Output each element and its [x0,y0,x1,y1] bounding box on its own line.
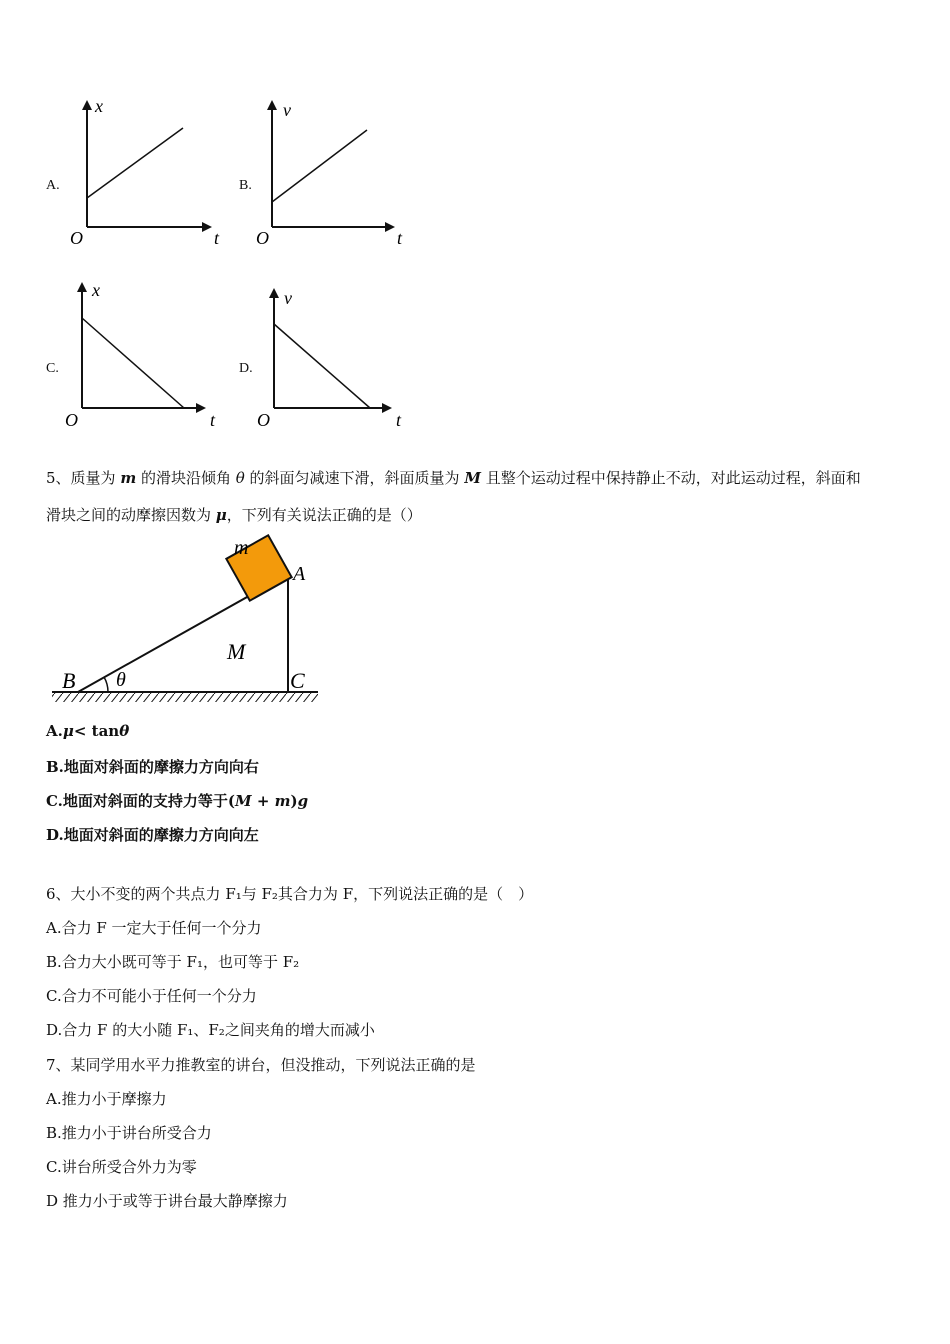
q5-var-mu: μ [215,506,227,524]
q5-var-mu: μ [62,722,74,740]
q5-var-theta: θ [119,722,130,740]
q5-var-m: m [120,469,137,487]
q7-option-b[interactable]: B.推力小于讲台所受合力 [46,1124,212,1142]
y-axis-label: v [283,100,291,120]
label-m: m [234,537,249,559]
graph-c [58,274,228,434]
q7-option-c[interactable]: C.讲台所受合外力为零 [46,1158,197,1176]
graph-line [274,324,370,408]
option-text: ) [290,792,298,810]
q5-var-M: M [235,792,252,810]
label-theta: θ [116,669,126,691]
q5-stem-line1 [46,467,861,488]
graph-a [62,92,232,252]
graph-line [82,318,184,408]
q7-stem: 7、某同学用水平力推教室的讲台，但没推动，下列说法正确的是 [46,1056,476,1074]
label-A: A [293,563,306,585]
q5-text: 的斜面匀减速下滑，斜面质量为 [244,469,465,487]
angle-arc [104,677,108,692]
y-axis-label: x [95,96,103,116]
graph-b [247,92,417,252]
q6-option-d[interactable]: D.合力 F 的大小随 F₁、F₂之间夹角的增大而减小 [46,1021,375,1039]
incline-figure [46,534,326,709]
q7-option-d[interactable]: D 推力小于或等于讲台最大静摩擦力 [46,1192,288,1210]
q5-var-g: g [297,792,309,810]
graph-d-label: D. [239,361,253,376]
q5-text: 的滑块沿倾角 [136,469,236,487]
q6-stem: 6、大小不变的两个共点力 F₁与 F₂其合力为 F，下列说法正确的是（ ） [46,885,534,903]
option-text: C.地面对斜面的支持力等于( [46,792,235,810]
q7-option-a[interactable]: A.推力小于摩擦力 [46,1090,167,1108]
option-text: A. [46,722,63,740]
x-axis-label: t [396,410,402,430]
origin-label: O [257,410,270,430]
graph-c-label: C. [46,361,59,376]
q5-stem-line2 [46,504,422,525]
origin-label: O [70,228,83,248]
q6-option-c[interactable]: C.合力不可能小于任何一个分力 [46,987,257,1005]
label-M: M [227,639,246,664]
q5-var-theta: θ [235,469,245,487]
option-text: + [251,792,275,810]
graph-a-label: A. [46,178,60,193]
option-text: < tan [73,722,120,740]
graph-line [87,128,183,198]
x-axis-label: t [214,228,220,248]
ground-hatching [52,693,318,702]
q6-option-b[interactable]: B.合力大小既可等于 F₁，也可等于 F₂ [46,953,300,971]
y-axis-label: x [92,280,100,300]
q6-option-a[interactable]: A.合力 F 一定大于任何一个分力 [46,919,262,937]
graph-b-label: B. [239,178,252,193]
x-axis-label: t [397,228,403,248]
q5-option-a[interactable] [46,722,129,740]
graph-line [272,130,367,202]
origin-label: O [65,410,78,430]
q5-option-c[interactable] [46,790,308,811]
q5-text: 滑块之间的动摩擦因数为 [46,506,216,524]
q5-text: 5、质量为 [46,469,121,487]
label-C: C [290,668,305,693]
x-axis-label: t [210,410,216,430]
q5-option-d[interactable]: D.地面对斜面的摩擦力方向向左 [46,826,259,844]
q5-option-b[interactable]: B.地面对斜面的摩擦力方向向右 [46,758,259,776]
label-B: B [62,668,76,693]
q5-var-m: m [274,792,291,810]
origin-label: O [256,228,269,248]
q5-text: ，下列有关说法正确的是（） [226,506,422,524]
q5-text: 且整个运动过程中保持静止不动，对此运动过程，斜面和 [480,469,861,487]
graph-d [250,280,420,440]
q5-var-M: M [464,469,481,487]
y-axis-label: v [284,288,292,308]
